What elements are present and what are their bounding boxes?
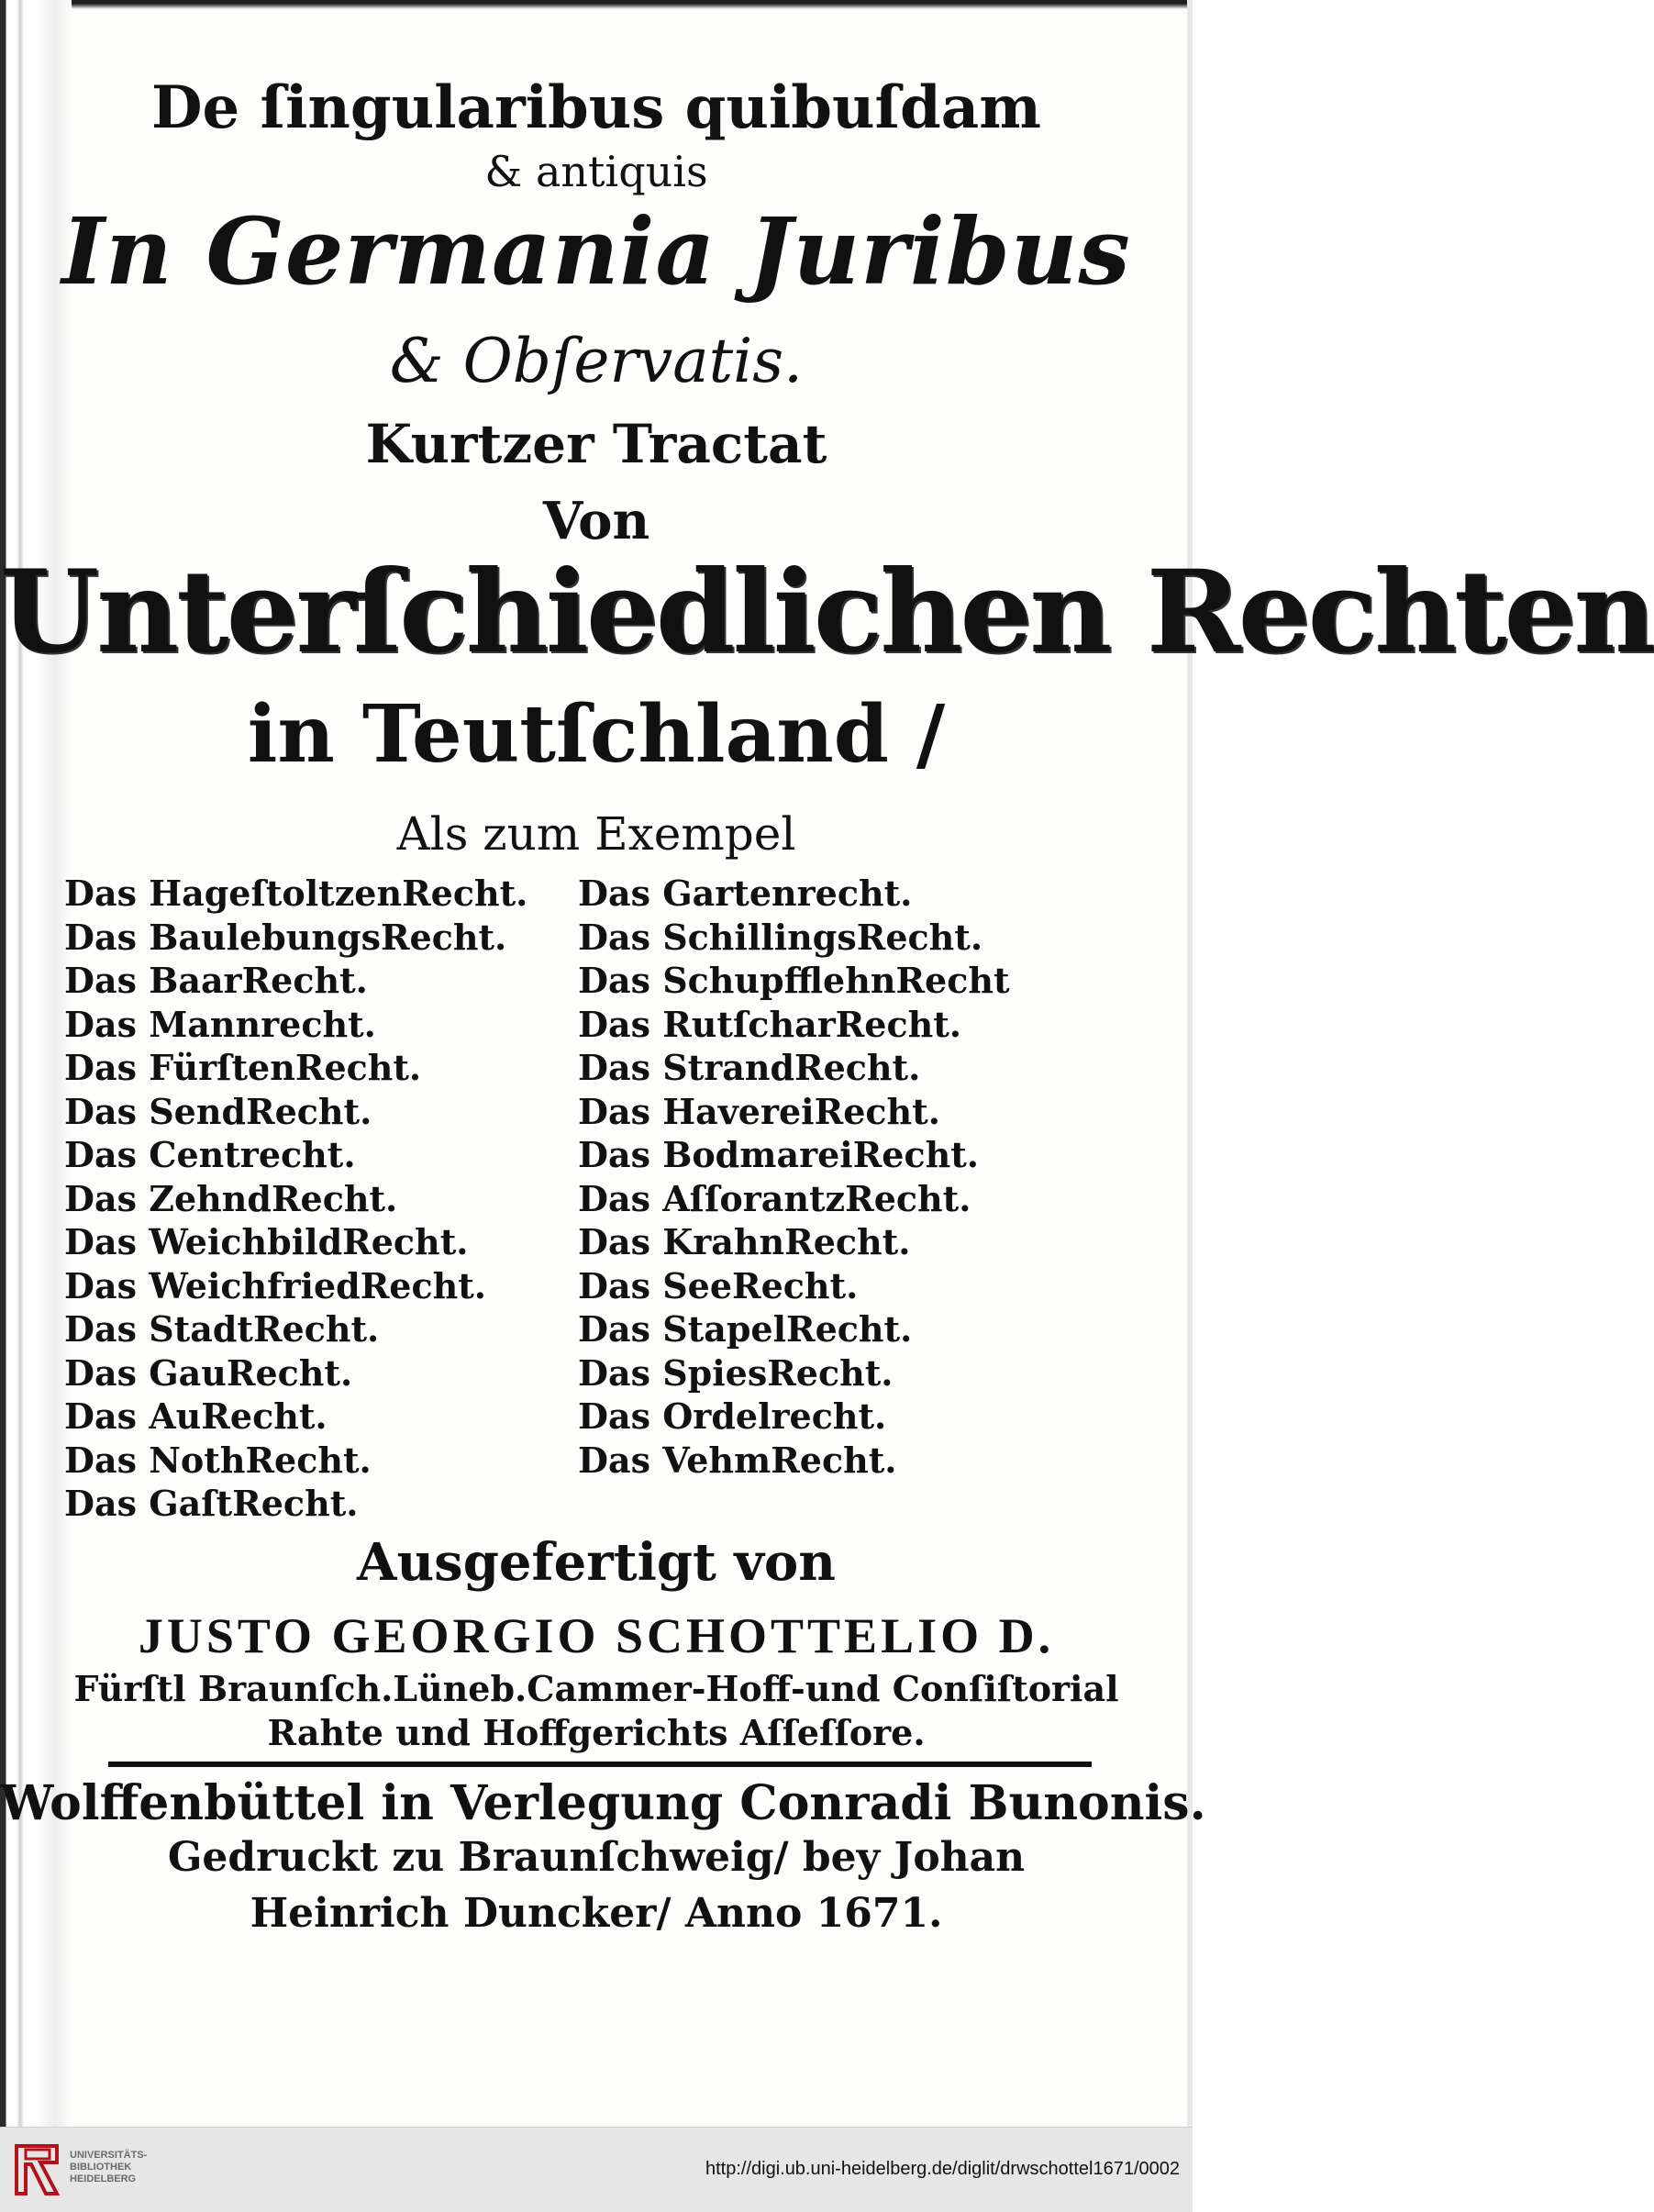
rights-item: Das HavereiRecht.	[578, 1090, 940, 1132]
rights-item: Das Ordelrecht.	[578, 1395, 887, 1437]
rights-item: Das SendRecht.	[64, 1090, 372, 1132]
rights-item: Das FürſtenRecht.	[64, 1047, 422, 1088]
rights-item: Das StadtRecht.	[64, 1308, 380, 1350]
title-line-4: & Obſervatis.	[389, 326, 804, 396]
examples-heading: Als zum Exempel	[396, 807, 796, 861]
rights-item: Das HageſtoltzenRecht.	[64, 873, 528, 914]
rights-item: Das VehmRecht.	[578, 1439, 897, 1481]
rights-item: Das NothRecht.	[64, 1439, 372, 1481]
title-line-3: In Germania Juribus	[61, 197, 1131, 306]
imprint-author-title-2: Rahte und Hoffgerichts Aſſeſſore.	[267, 1712, 926, 1753]
imprint-printer-year: Heinrich Duncker/ Anno 1671.	[250, 1890, 943, 1937]
imprint-author-title: Fürſtl Braunſch.Lüneb.Cammer-Hoff-und Conſiſtorial	[73, 1668, 1119, 1709]
rights-list-right	[578, 872, 1010, 1482]
divider-rule	[108, 1762, 1092, 1767]
rights-item: Das SpiesRecht.	[578, 1351, 894, 1394]
page-top-edge	[0, 0, 1193, 9]
rights-item: Das BaarRecht.	[64, 960, 368, 1001]
rights-item: Das WeichbildRecht.	[64, 1221, 469, 1262]
rights-item: Das BaulebungsRecht.	[64, 916, 507, 958]
imprint-printer: Gedruckt zu Braunſchweig/ bey Johan	[167, 1834, 1026, 1881]
permalink-url[interactable]: http://digi.ub.uni-heidelberg.de/diglit/drwschottel1671/0002	[705, 2159, 1180, 2179]
rights-item: Das AſſorantzRecht.	[578, 1177, 971, 1219]
imprint-author-name: JUSTO GEORGIO SCHOTTELIO D.	[138, 1608, 1055, 1663]
title-line-6: Von	[542, 491, 650, 551]
imprint-author-intro: Ausgefertigt von	[357, 1532, 836, 1593]
rights-item: Das SchillingsRecht.	[578, 916, 983, 958]
rights-item: Das GauRecht.	[64, 1351, 353, 1394]
rights-item: Das Mannrecht.	[64, 1003, 376, 1045]
logo-line: HEIDELBERG	[70, 2173, 137, 2184]
logo-line: BIBLIOTHEK	[70, 2162, 132, 2173]
rights-item: Das AuRecht.	[64, 1395, 327, 1437]
rights-item: Das StapelRecht.	[578, 1308, 913, 1350]
title-line-2: & antiquis	[484, 147, 708, 196]
rights-item: Das Gartenrecht.	[578, 873, 913, 914]
rights-item: Das WeichfriedRecht.	[64, 1264, 487, 1306]
rights-item: Das GaſtRecht.	[64, 1483, 359, 1524]
main-title: Unterſchiedlichen Rechten	[0, 546, 1654, 679]
rights-item: Das SchupfflehnRecht	[578, 960, 1010, 1001]
rights-item: Das KrahnRecht.	[578, 1221, 911, 1262]
university-logo-icon	[13, 2142, 61, 2197]
rights-item: Das SeeRecht.	[578, 1264, 859, 1306]
rights-item: Das Centrecht.	[64, 1134, 356, 1175]
rights-list-left	[64, 872, 527, 1526]
title-line-1: De ſingularibus quibuſdam	[151, 73, 1041, 142]
rights-item: Das StrandRecht.	[578, 1047, 921, 1088]
imprint-publisher: Wolffenbüttel in Verlegung Conradi Bunonis.	[0, 1775, 1206, 1831]
title-line-8: in Teutſchland /	[247, 688, 946, 781]
logo-line: UNIVERSITÄTS-	[70, 2150, 148, 2161]
viewer-footer	[0, 2127, 1193, 2212]
rights-item: Das RutſcharRecht.	[578, 1003, 962, 1045]
rights-item: Das ZehndRecht.	[64, 1177, 398, 1219]
university-logo-text	[70, 2150, 147, 2185]
title-line-5: Kurtzer Tractat	[365, 413, 827, 475]
rights-item: Das BodmareiRecht.	[578, 1134, 979, 1175]
